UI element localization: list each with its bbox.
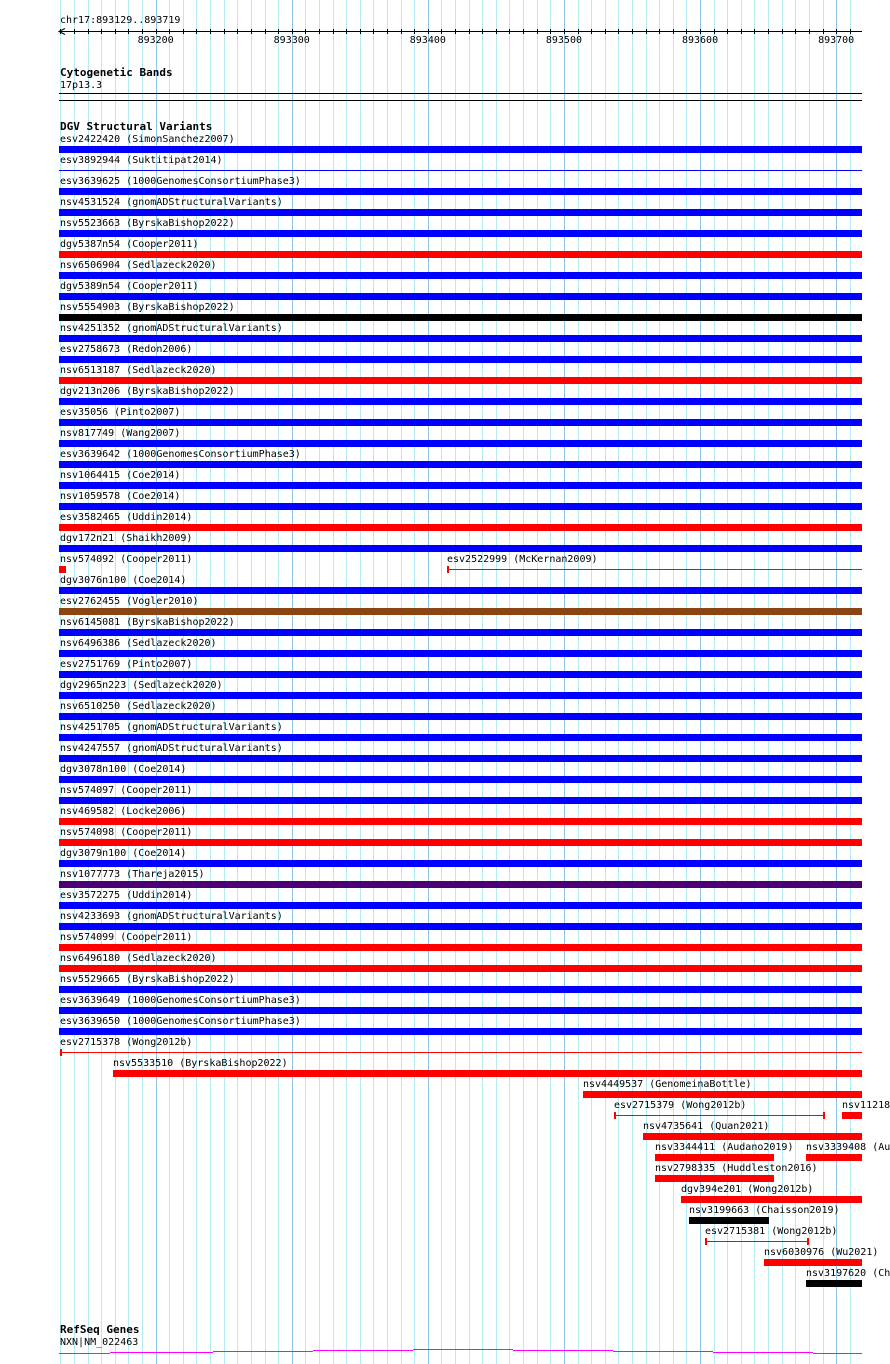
variant-feature[interactable] <box>764 1259 862 1266</box>
variant-feature[interactable] <box>59 524 862 531</box>
variant-feature[interactable] <box>59 923 862 930</box>
variant-label[interactable]: esv2715378 (Wong2012b) <box>60 1037 193 1048</box>
variant-end-tick <box>447 566 449 573</box>
variant-label[interactable]: dgv394e201 (Wong2012b) <box>681 1184 814 1195</box>
variant-feature[interactable] <box>59 440 862 447</box>
variant-feature[interactable] <box>113 1070 862 1077</box>
ruler-tick-label: 893700 <box>818 35 855 46</box>
variant-label[interactable]: esv3639625 (1000GenomesConsortiumPhase3) <box>60 176 301 187</box>
track-divider <box>59 100 862 101</box>
variant-feature[interactable] <box>59 272 862 279</box>
variant-feature[interactable] <box>59 293 862 300</box>
variant-label[interactable]: esv3639642 (1000GenomesConsortiumPhase3) <box>60 449 301 460</box>
variant-feature[interactable] <box>59 986 862 993</box>
variant-label[interactable]: nsv6513187 (Sedlazeck2020) <box>60 365 217 376</box>
variant-feature[interactable] <box>614 1115 824 1116</box>
variant-label[interactable]: esv3572275 (Uddin2014) <box>60 890 193 901</box>
variant-feature[interactable] <box>60 1052 862 1053</box>
variant-feature[interactable] <box>59 482 862 489</box>
variant-label[interactable]: esv3639649 (1000GenomesConsortiumPhase3) <box>60 995 301 1006</box>
variant-feature[interactable] <box>689 1217 769 1224</box>
variant-label[interactable]: nsv5533510 (ByrskaBishop2022) <box>113 1058 288 1069</box>
variant-feature[interactable] <box>59 335 862 342</box>
variant-feature[interactable] <box>59 419 862 426</box>
variant-feature[interactable] <box>59 671 862 678</box>
variant-feature[interactable] <box>59 251 862 258</box>
variant-feature[interactable] <box>59 881 862 888</box>
variant-label[interactable]: nsv4531524 (gnomADStructuralVariants) <box>60 197 283 208</box>
variant-feature[interactable] <box>806 1154 862 1161</box>
variant-label[interactable]: dgv5387n54 (Cooper2011) <box>60 239 199 250</box>
variant-end-tick <box>823 1112 825 1119</box>
variant-label[interactable]: esv2715379 (Wong2012b) <box>614 1100 747 1111</box>
variant-label[interactable]: dgv3076n100 (Coe2014) <box>60 575 187 586</box>
variant-feature[interactable] <box>59 188 862 195</box>
variant-label[interactable]: nsv2798335 (Huddleston2016) <box>655 1163 818 1174</box>
variant-feature[interactable] <box>59 545 862 552</box>
dgv-track-title: DGV Structural Variants <box>60 120 213 133</box>
variant-label[interactable]: nsv3199663 (Chaisson2019) <box>689 1205 840 1216</box>
variant-feature[interactable] <box>59 650 862 657</box>
cytoband-label: 17p13.3 <box>60 80 103 91</box>
variant-feature[interactable] <box>842 1112 862 1119</box>
variant-feature[interactable] <box>59 608 862 615</box>
variant-feature[interactable] <box>447 569 862 570</box>
variant-label[interactable]: dgv3079n100 (Coe2014) <box>60 848 187 859</box>
variant-feature[interactable] <box>59 776 862 783</box>
variant-label[interactable]: nsv6496180 (Sedlazeck2020) <box>60 953 217 964</box>
variant-label[interactable]: nsv1077773 (Thareja2015) <box>60 869 205 880</box>
variant-feature[interactable] <box>59 1007 862 1014</box>
variant-feature[interactable] <box>681 1196 862 1203</box>
ruler[interactable] <box>0 24 890 48</box>
variant-label[interactable]: nsv3197620 (Ch <box>806 1268 890 1279</box>
variant-label[interactable]: esv3639650 (1000GenomesConsortiumPhase3) <box>60 1016 301 1027</box>
variant-feature[interactable] <box>806 1280 862 1287</box>
location-label: chr17:893129..893719 <box>60 15 181 26</box>
variant-feature[interactable] <box>59 692 862 699</box>
refseq-gene-feature[interactable] <box>0 1344 890 1360</box>
variant-label[interactable]: nsv4735641 (Quan2021) <box>643 1121 770 1132</box>
variant-label[interactable]: nsv5529665 (ByrskaBishop2022) <box>60 974 235 985</box>
variant-label[interactable]: dgv213n206 (ByrskaBishop2022) <box>60 386 235 397</box>
variant-feature[interactable] <box>59 461 862 468</box>
variant-end-tick <box>614 1112 616 1119</box>
variant-feature[interactable] <box>59 965 862 972</box>
variant-feature[interactable] <box>655 1154 774 1161</box>
variant-feature[interactable] <box>59 713 862 720</box>
variant-feature[interactable] <box>59 944 862 951</box>
variant-label[interactable]: nsv4251352 (gnomADStructuralVariants) <box>60 323 283 334</box>
variant-label[interactable]: esv3582465 (Uddin2014) <box>60 512 193 523</box>
variant-label[interactable]: esv2522999 (McKernan2009) <box>447 554 598 565</box>
variant-feature[interactable] <box>59 314 862 321</box>
variant-end-tick <box>807 1238 809 1245</box>
variant-label[interactable]: nsv469582 (Locke2006) <box>60 806 187 817</box>
variant-label[interactable]: esv2715381 (Wong2012b) <box>705 1226 838 1237</box>
variant-label[interactable]: nsv574099 (Cooper2011) <box>60 932 193 943</box>
variant-label[interactable]: nsv574092 (Cooper2011) <box>60 554 193 565</box>
variant-feature[interactable] <box>655 1175 774 1182</box>
variant-feature[interactable] <box>59 818 862 825</box>
variant-label[interactable]: nsv4233693 (gnomADStructuralVariants) <box>60 911 283 922</box>
variant-feature[interactable] <box>59 1028 862 1035</box>
variant-label[interactable]: nsv3339408 (Au <box>806 1142 890 1153</box>
variant-feature[interactable] <box>59 503 862 510</box>
cytoband-bar[interactable] <box>59 93 862 94</box>
variant-label[interactable]: nsv1064415 (Coe2014) <box>60 470 181 481</box>
variant-feature[interactable] <box>59 755 862 762</box>
variant-feature[interactable] <box>59 377 862 384</box>
variant-feature[interactable] <box>59 146 862 153</box>
variant-feature[interactable] <box>59 566 66 573</box>
variant-label[interactable]: nsv574098 (Cooper2011) <box>60 827 193 838</box>
variant-end-tick <box>705 1238 707 1245</box>
variant-label[interactable]: nsv6506904 (Sedlazeck2020) <box>60 260 217 271</box>
variant-label[interactable]: esv2422420 (SimonSanchez2007) <box>60 134 235 145</box>
refseq-gene-label: NXN|NM_022463 <box>60 1337 139 1348</box>
variant-label[interactable]: nsv5523663 (ByrskaBishop2022) <box>60 218 235 229</box>
variant-feature[interactable] <box>59 170 862 171</box>
variant-label[interactable]: nsv1059578 (Coe2014) <box>60 491 181 502</box>
variant-label[interactable]: nsv4247557 (gnomADStructuralVariants) <box>60 743 283 754</box>
variant-feature[interactable] <box>59 587 862 594</box>
variant-label[interactable]: nsv574097 (Cooper2011) <box>60 785 193 796</box>
variant-label[interactable]: nsv6510250 (Sedlazeck2020) <box>60 701 217 712</box>
variant-feature[interactable] <box>59 902 862 909</box>
variant-label[interactable]: dgv5389n54 (Cooper2011) <box>60 281 199 292</box>
variant-label[interactable]: esv2762455 (Vogler2010) <box>60 596 199 607</box>
variant-feature[interactable] <box>59 398 862 405</box>
refseq-track-title: RefSeq Genes <box>60 1323 140 1336</box>
variant-label[interactable]: nsv3344411 (Audano2019) <box>655 1142 794 1153</box>
ruler-tick-label: 893200 <box>137 35 174 46</box>
variant-feature[interactable] <box>59 860 862 867</box>
variant-label[interactable]: nsv6030976 (Wu2021) <box>764 1247 879 1258</box>
variant-feature[interactable] <box>59 230 862 237</box>
cytoband-track-title: Cytogenetic Bands <box>60 66 173 79</box>
variant-label[interactable]: nsv6496386 (Sedlazeck2020) <box>60 638 217 649</box>
ruler-tick-label: 893600 <box>681 35 719 46</box>
variant-label[interactable]: esv3892944 (Suktitipat2014) <box>60 155 223 166</box>
ruler-tick-label: 893300 <box>273 35 310 46</box>
variant-label[interactable]: esv2751769 (Pinto2007) <box>60 659 193 670</box>
variant-label[interactable]: dgv172n21 (Shaikh2009) <box>60 533 193 544</box>
variant-label[interactable]: nsv6145081 (ByrskaBishop2022) <box>60 617 235 628</box>
variant-label[interactable]: dgv2965n223 (Sedlazeck2020) <box>60 680 223 691</box>
variant-feature[interactable] <box>59 629 862 636</box>
variant-feature[interactable] <box>643 1133 862 1140</box>
ruler-tick-label: 893400 <box>409 35 446 46</box>
variant-label[interactable]: nsv4449537 (GenomeinaBottle) <box>583 1079 752 1090</box>
variant-feature[interactable] <box>59 797 862 804</box>
ruler-tick-label: 893500 <box>545 35 582 46</box>
variant-feature[interactable] <box>59 734 862 741</box>
variant-feature[interactable] <box>59 209 862 216</box>
variant-feature[interactable] <box>583 1091 862 1098</box>
variant-end-tick <box>60 1049 62 1056</box>
variant-feature[interactable] <box>705 1241 808 1242</box>
variant-label[interactable]: esv2758673 (Redon2006) <box>60 344 193 355</box>
variant-label[interactable]: nsv11218 <box>842 1100 890 1111</box>
variant-label[interactable]: nsv4251705 (gnomADStructuralVariants) <box>60 722 283 733</box>
variant-label[interactable]: esv35056 (Pinto2007) <box>60 407 181 418</box>
variant-label[interactable]: nsv5554903 (ByrskaBishop2022) <box>60 302 235 313</box>
variant-feature[interactable] <box>59 839 862 846</box>
variant-label[interactable]: dgv3078n100 (Coe2014) <box>60 764 187 775</box>
variant-label[interactable]: nsv817749 (Wang2007) <box>60 428 181 439</box>
variant-feature[interactable] <box>59 356 862 363</box>
